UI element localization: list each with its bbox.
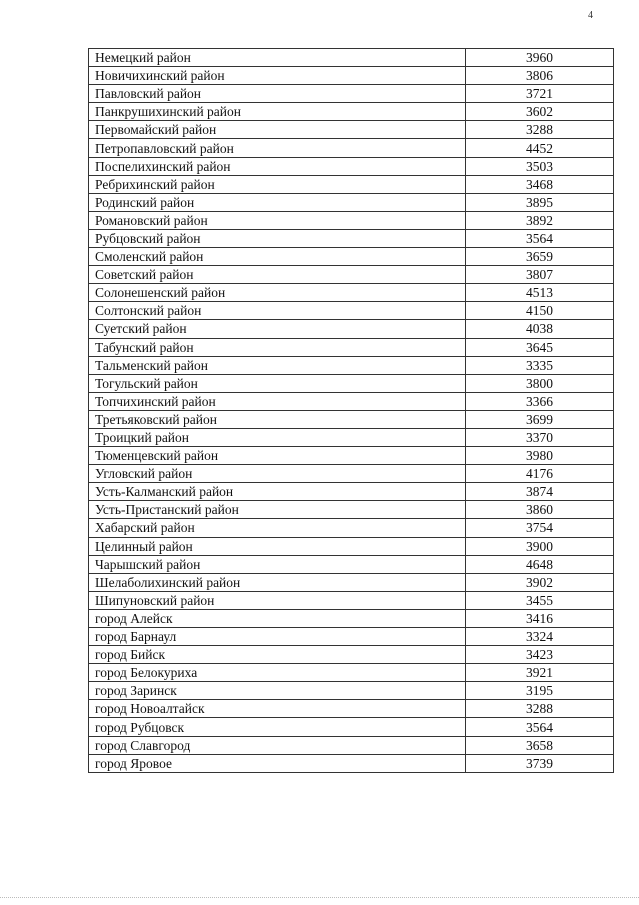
territory-name-cell: Троицкий район xyxy=(89,428,466,446)
table-row xyxy=(89,103,614,121)
territory-name-cell: Павловский район xyxy=(89,85,466,103)
territory-name-cell: Усть-Калманский район xyxy=(89,483,466,501)
value-cell: 3800 xyxy=(466,374,614,392)
value-cell: 3602 xyxy=(466,103,614,121)
value-cell: 3423 xyxy=(466,646,614,664)
value-cell: 3288 xyxy=(466,700,614,718)
territory-name-cell: город Рубцовск xyxy=(89,718,466,736)
table-row xyxy=(89,392,614,410)
territory-name-cell: город Алейск xyxy=(89,609,466,627)
table-row xyxy=(89,718,614,736)
table-row xyxy=(89,338,614,356)
value-cell: 3980 xyxy=(466,447,614,465)
table-row xyxy=(89,682,614,700)
table-row xyxy=(89,664,614,682)
territory-name-cell: Суетский район xyxy=(89,320,466,338)
territory-name-cell: Смоленский район xyxy=(89,248,466,266)
territory-name-cell: Петропавловский район xyxy=(89,139,466,157)
value-cell: 3370 xyxy=(466,428,614,446)
value-cell: 3468 xyxy=(466,175,614,193)
table-row xyxy=(89,736,614,754)
value-cell: 3564 xyxy=(466,718,614,736)
table-row xyxy=(89,175,614,193)
table-row xyxy=(89,519,614,537)
territory-name-cell: Солтонский район xyxy=(89,302,466,320)
table-row xyxy=(89,465,614,483)
territory-name-cell: Шелаболихинский район xyxy=(89,573,466,591)
table-row xyxy=(89,591,614,609)
value-cell: 4150 xyxy=(466,302,614,320)
table-row xyxy=(89,139,614,157)
territory-name-cell: Советский район xyxy=(89,266,466,284)
value-cell: 3659 xyxy=(466,248,614,266)
value-cell: 3900 xyxy=(466,537,614,555)
territory-name-cell: Солонешенский район xyxy=(89,284,466,302)
territory-name-cell: Хабарский район xyxy=(89,519,466,537)
value-cell: 4038 xyxy=(466,320,614,338)
table-row xyxy=(89,67,614,85)
value-cell: 3902 xyxy=(466,573,614,591)
table-row xyxy=(89,609,614,627)
table-row xyxy=(89,428,614,446)
value-cell: 3807 xyxy=(466,266,614,284)
table-row xyxy=(89,754,614,772)
value-cell: 4452 xyxy=(466,139,614,157)
value-cell: 3892 xyxy=(466,211,614,229)
table-row xyxy=(89,266,614,284)
value-cell: 3455 xyxy=(466,591,614,609)
territory-name-cell: город Славгород xyxy=(89,736,466,754)
table-row xyxy=(89,628,614,646)
territory-name-cell: Родинский район xyxy=(89,193,466,211)
table-row xyxy=(89,211,614,229)
data-table xyxy=(88,48,614,773)
territory-name-cell: Третьяковский район xyxy=(89,410,466,428)
value-cell: 3195 xyxy=(466,682,614,700)
territory-name-cell: город Барнаул xyxy=(89,628,466,646)
table-row xyxy=(89,284,614,302)
territory-name-cell: Тюменцевский район xyxy=(89,447,466,465)
value-cell: 3921 xyxy=(466,664,614,682)
value-cell: 3324 xyxy=(466,628,614,646)
table-row xyxy=(89,302,614,320)
territory-name-cell: город Заринск xyxy=(89,682,466,700)
page-number: 4 xyxy=(588,10,593,21)
value-cell: 3895 xyxy=(466,193,614,211)
territory-name-cell: Целинный район xyxy=(89,537,466,555)
territory-name-cell: Шипуновский район xyxy=(89,591,466,609)
table-row xyxy=(89,501,614,519)
value-cell: 3658 xyxy=(466,736,614,754)
table-row xyxy=(89,157,614,175)
table-row xyxy=(89,193,614,211)
table-row xyxy=(89,555,614,573)
territory-name-cell: город Яровое xyxy=(89,754,466,772)
territory-name-cell: Первомайский район xyxy=(89,121,466,139)
territory-name-cell: Усть-Пристанский район xyxy=(89,501,466,519)
value-cell: 3416 xyxy=(466,609,614,627)
value-cell: 3366 xyxy=(466,392,614,410)
page-bottom-edge xyxy=(0,897,639,898)
value-cell: 3874 xyxy=(466,483,614,501)
value-cell: 3721 xyxy=(466,85,614,103)
value-cell: 4513 xyxy=(466,284,614,302)
value-cell: 3335 xyxy=(466,356,614,374)
territory-name-cell: Панкрушихинский район xyxy=(89,103,466,121)
territory-name-cell: Тогульский район xyxy=(89,374,466,392)
table-row xyxy=(89,248,614,266)
territory-name-cell: город Белокуриха xyxy=(89,664,466,682)
table-row xyxy=(89,573,614,591)
table-row xyxy=(89,49,614,67)
table-row xyxy=(89,374,614,392)
table-row xyxy=(89,410,614,428)
territory-name-cell: город Новоалтайск xyxy=(89,700,466,718)
table-row xyxy=(89,229,614,247)
table-row xyxy=(89,447,614,465)
table-row xyxy=(89,537,614,555)
territory-name-cell: Чарышский район xyxy=(89,555,466,573)
table-row xyxy=(89,483,614,501)
value-cell: 3960 xyxy=(466,49,614,67)
territory-name-cell: Табунский район xyxy=(89,338,466,356)
value-cell: 4648 xyxy=(466,555,614,573)
value-cell: 3564 xyxy=(466,229,614,247)
value-cell: 3860 xyxy=(466,501,614,519)
value-cell: 3806 xyxy=(466,67,614,85)
table-row xyxy=(89,85,614,103)
territory-name-cell: Топчихинский район xyxy=(89,392,466,410)
territory-name-cell: Поспелихинский район xyxy=(89,157,466,175)
table-row xyxy=(89,121,614,139)
value-cell: 3739 xyxy=(466,754,614,772)
value-cell: 3503 xyxy=(466,157,614,175)
table-body xyxy=(89,49,614,773)
territory-name-cell: Новичихинский район xyxy=(89,67,466,85)
territory-name-cell: Ребрихинский район xyxy=(89,175,466,193)
table-row xyxy=(89,700,614,718)
table-row xyxy=(89,320,614,338)
table-row xyxy=(89,646,614,664)
territory-name-cell: Немецкий район xyxy=(89,49,466,67)
territory-name-cell: Тальменский район xyxy=(89,356,466,374)
value-cell: 3754 xyxy=(466,519,614,537)
value-cell: 4176 xyxy=(466,465,614,483)
territory-name-cell: город Бийск xyxy=(89,646,466,664)
value-cell: 3288 xyxy=(466,121,614,139)
territory-name-cell: Угловский район xyxy=(89,465,466,483)
value-cell: 3699 xyxy=(466,410,614,428)
territory-name-cell: Романовский район xyxy=(89,211,466,229)
value-cell: 3645 xyxy=(466,338,614,356)
territory-name-cell: Рубцовский район xyxy=(89,229,466,247)
table-row xyxy=(89,356,614,374)
